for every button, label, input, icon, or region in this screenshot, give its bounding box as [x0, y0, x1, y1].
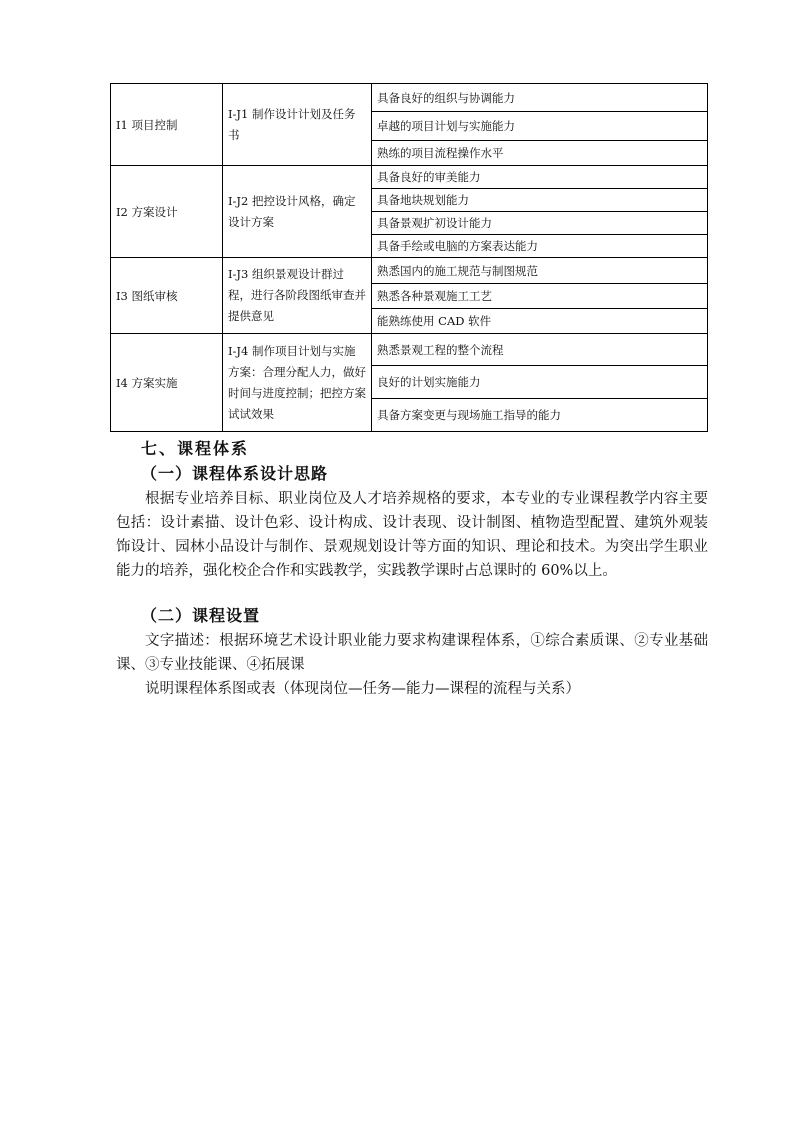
area-cell: I4 方案实施 — [111, 334, 223, 432]
task-cell: I-J1 制作设计计划及任务书 — [223, 84, 372, 166]
ability-cell: 具备景观扩初设计能力 — [372, 212, 708, 235]
area-cell: I1 项目控制 — [111, 84, 223, 166]
ability-cell: 具备手绘或电脑的方案表达能力 — [372, 235, 708, 258]
task-cell: I-J4 制作项目计划与实施方案：合理分配人力，做好时间与进度控制；把控方案试试效果 — [223, 334, 372, 432]
ability-cell: 具备方案变更与现场施工指导的能力 — [372, 399, 708, 432]
ability-cell: 具备良好的组织与协调能力 — [372, 84, 708, 112]
paragraph-course-description: 文字描述：根据环境艺术设计职业能力要求构建课程体系，①综合素质课、②专业基础课、③专业技能课、④拓展课 — [116, 633, 708, 673]
ability-cell: 具备地块规划能力 — [372, 189, 708, 212]
table-row — [111, 84, 708, 112]
area-cell: I3 图纸审核 — [111, 258, 223, 334]
table-row — [111, 258, 708, 284]
subsection-heading-1: （一）课程体系设计思路 — [141, 464, 329, 483]
ability-cell: 熟悉国内的施工规范与制图规范 — [372, 258, 708, 284]
subsection-heading-2: （二）课程设置 — [141, 606, 261, 625]
task-cell: I-J2 把控设计风格，确定设计方案 — [223, 166, 372, 258]
ability-cell: 熟练的项目流程操作水平 — [372, 141, 708, 166]
table-row — [111, 166, 708, 189]
area-cell: I2 方案设计 — [111, 166, 223, 258]
ability-cell: 能熟练使用 CAD 软件 — [372, 309, 708, 334]
ability-cell: 熟悉各种景观施工工艺 — [372, 284, 708, 309]
ability-cell: 具备良好的审美能力 — [372, 166, 708, 189]
ability-cell: 良好的计划实施能力 — [372, 366, 708, 399]
paragraph-design-rationale: 根据专业培养目标、职业岗位及人才培养规格的要求，本专业的专业课程教学内容主要包括：设计素描、设计色彩、设计构成、设计表现、设计制图、植物造型配置、建筑外观装饰设计、园林小品设计与制作、景观规划设计等方面的知识、理论和技术。为突出学生职业能力的培养，强化校企合作和实践教学，实践教学课时占总课时的 60%以上。 — [116, 491, 708, 579]
section-heading: 七、课程体系 — [141, 439, 250, 458]
ability-cell: 熟悉景观工程的整个流程 — [372, 334, 708, 366]
ability-cell: 卓越的项目计划与实施能力 — [372, 112, 708, 141]
task-cell: I-J3 组织景观设计群过程，进行各阶段图纸审查并提供意见 — [223, 258, 372, 334]
paragraph-course-diagram-note: 说明课程体系图或表（体现岗位—任务—能力—课程的流程与关系） — [145, 681, 580, 697]
table-row — [111, 334, 708, 366]
competency-table — [110, 83, 708, 432]
